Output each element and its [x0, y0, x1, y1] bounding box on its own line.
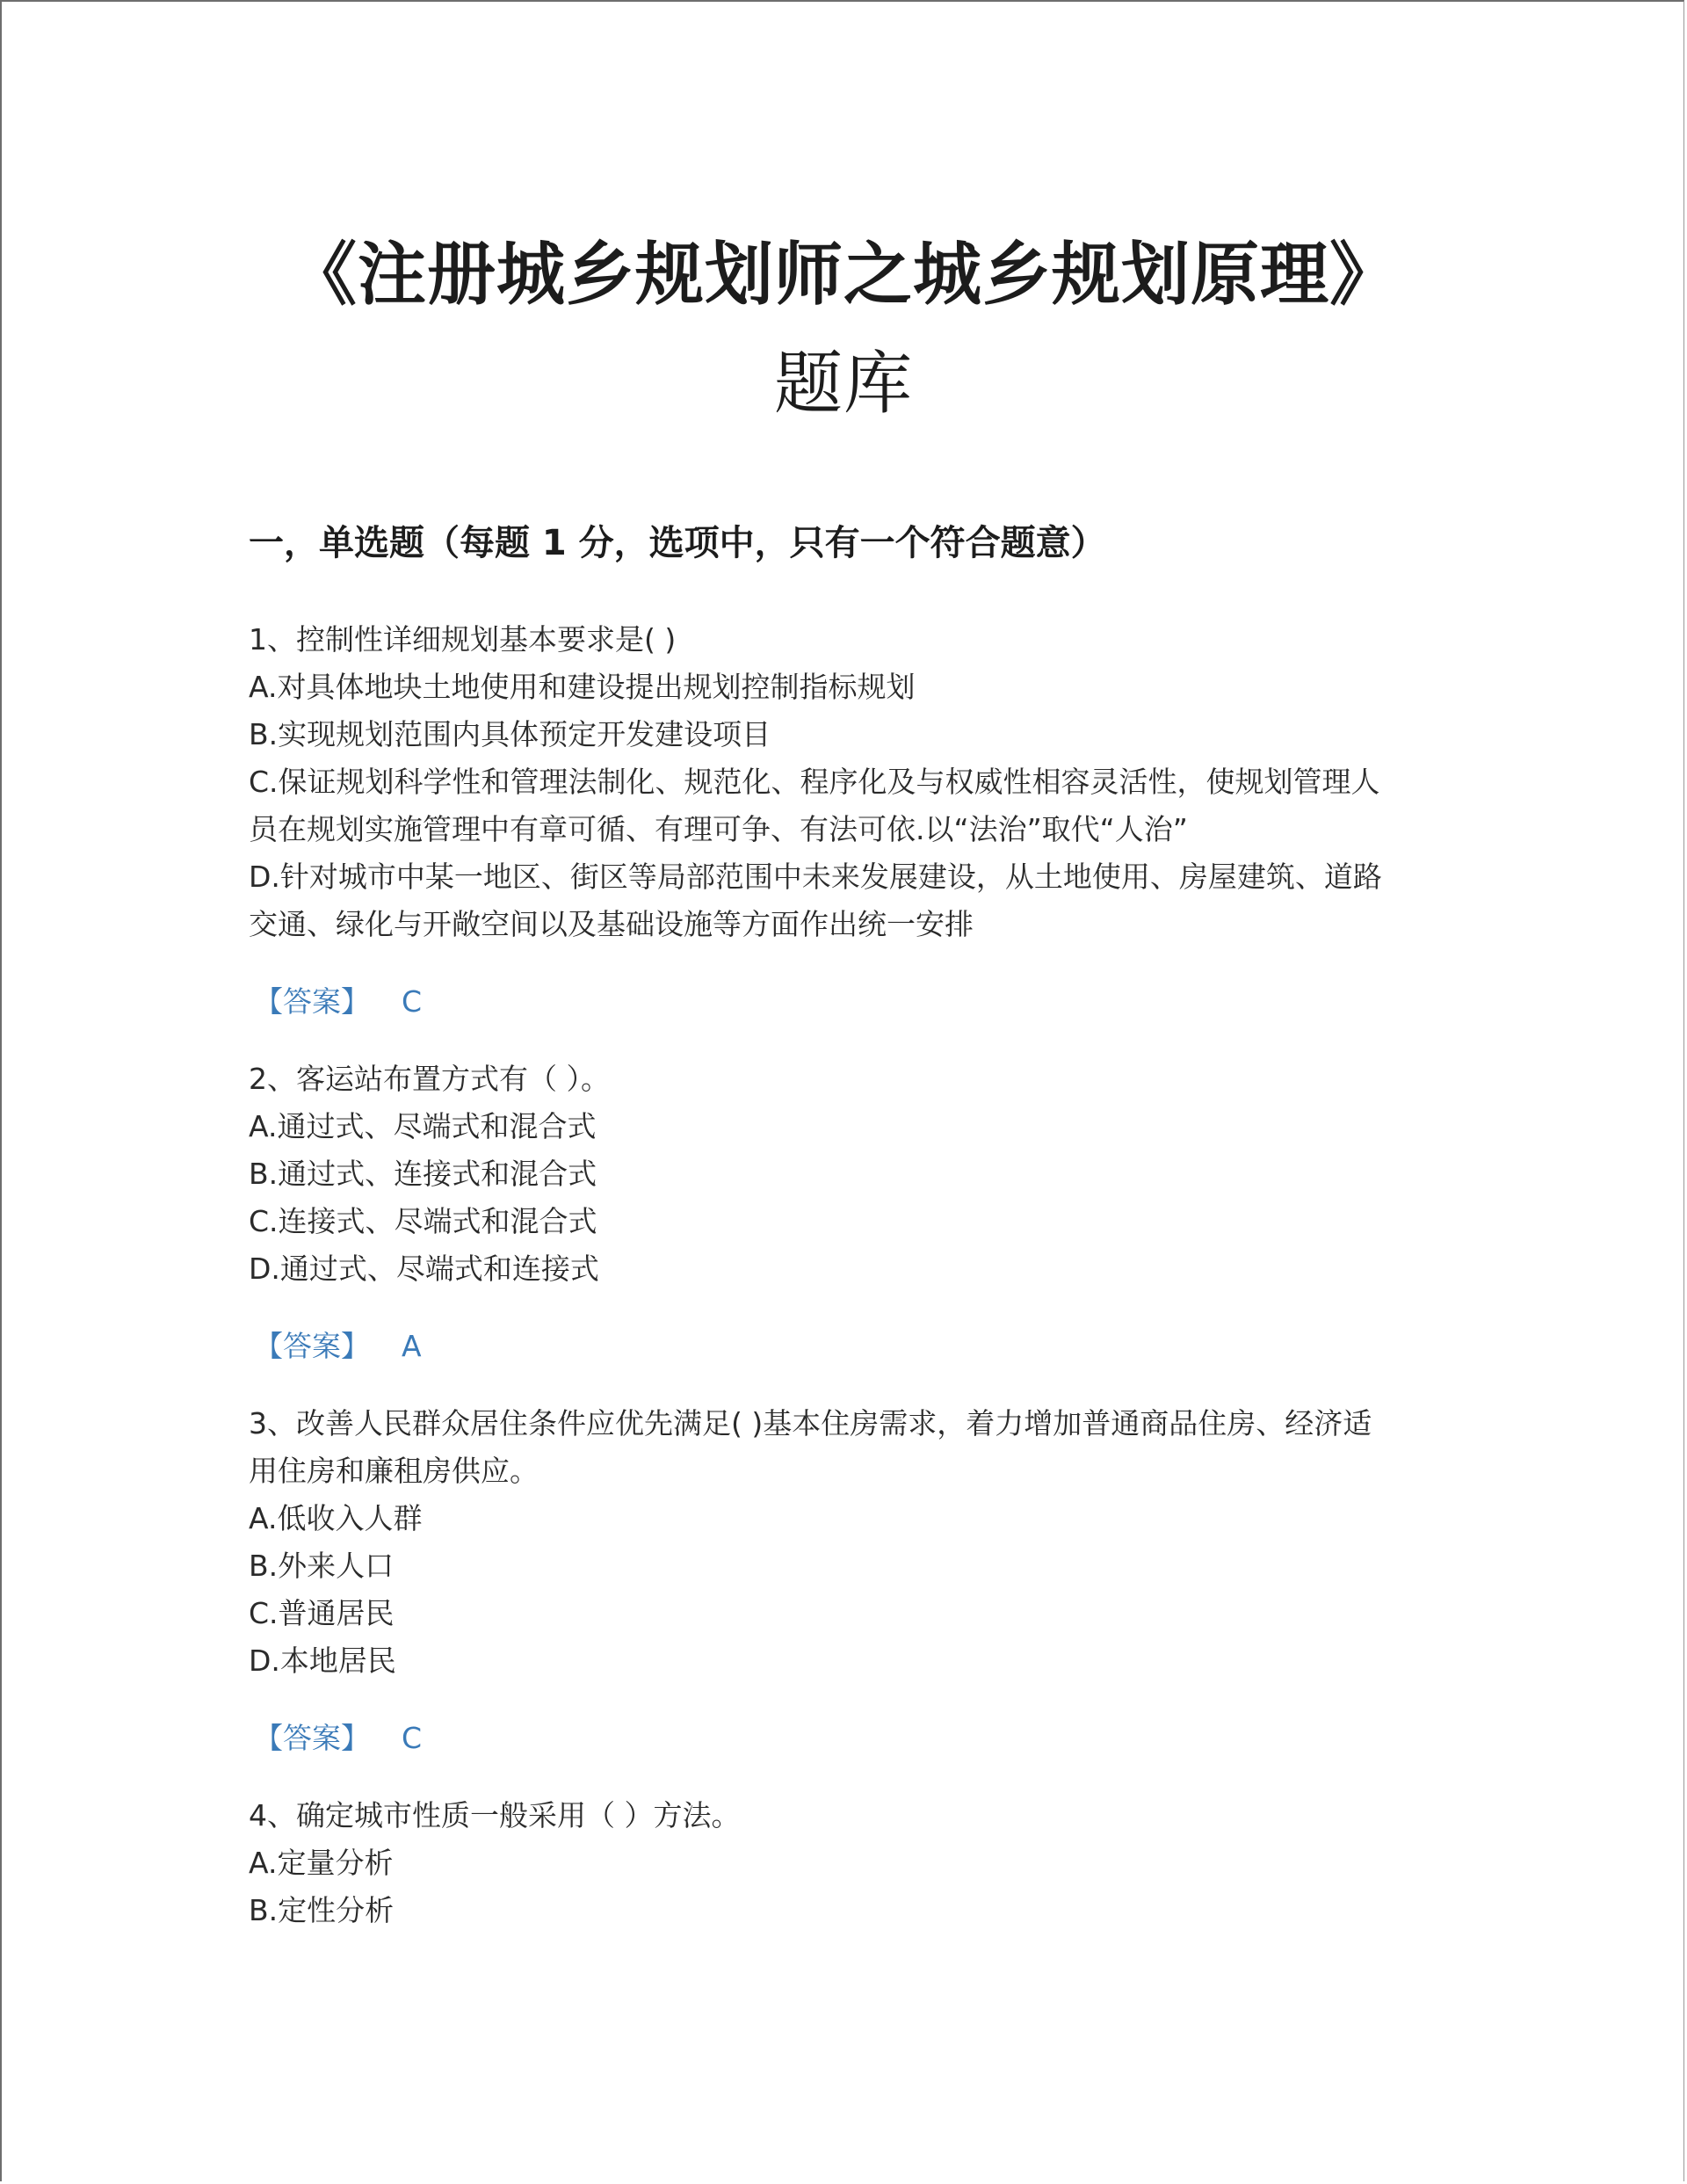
answer-value: C	[402, 1721, 423, 1755]
answer-option-line: D.通过式、尽端式和连接式	[249, 1252, 599, 1286]
question-stem-line: 4、确定城市性质一般采用（ ）方法。	[249, 1798, 741, 1832]
section-heading: 一，单选题（每题 1 分，选项中，只有一个符合题意）	[249, 523, 1106, 563]
answer-value: A	[402, 1329, 422, 1363]
answer-option-line: D.本地居民	[249, 1643, 396, 1678]
question-stem-line: 1、控制性详细规划基本要求是( )	[249, 622, 677, 657]
document-title: 《注册城乡规划师之城乡规划原理》	[287, 236, 1399, 315]
answer-option-line: C.保证规划科学性和管理法制化、规范化、程序化及与权威性相容灵活性，使规划管理人	[249, 765, 1380, 799]
answer-label: 【答案】	[254, 1721, 370, 1755]
answer-option-line: B.定性分析	[249, 1893, 395, 1927]
answer-option-line: B.外来人口	[249, 1549, 395, 1583]
answer-option-line: C.普通居民	[249, 1596, 395, 1630]
question-item	[249, 1792, 1444, 1934]
answer-row	[249, 978, 1444, 1026]
document-subtitle: 题库	[773, 345, 913, 424]
answer-label: 【答案】	[254, 984, 370, 1019]
answer-row	[249, 1323, 1444, 1370]
answer-option-line: 员在规划实施管理中有章可循、有理可争、有法可依.以“法治”取代“人治”	[249, 812, 1188, 846]
answer-option-line: 交通、绿化与开敞空间以及基础设施等方面作出统一安排	[249, 907, 974, 941]
question-item	[249, 1400, 1444, 1685]
answer-value: C	[402, 984, 423, 1019]
question-item	[249, 616, 1444, 948]
answer-option-line: B.通过式、连接式和混合式	[249, 1157, 597, 1191]
answer-option-line: A.通过式、尽端式和混合式	[249, 1109, 597, 1143]
answer-option-line: D.针对城市中某一地区、街区等局部范围中未来发展建设，从土地使用、房屋建筑、道路	[249, 860, 1382, 894]
answer-option-line: A.低收入人群	[249, 1501, 423, 1535]
answer-option-line: A.定量分析	[249, 1846, 394, 1880]
question-stem-line: 3、改善人民群众居住条件应优先满足( )基本住房需求，着力增加普通商品住房、经济适	[249, 1406, 1372, 1440]
answer-option-line: A.对具体地块土地使用和建设提出规划控制指标规划	[249, 670, 916, 704]
question-stem-line: 2、客运站布置方式有（ ）。	[249, 1062, 610, 1096]
answer-label: 【答案】	[254, 1329, 370, 1363]
answer-option-line: C.连接式、尽端式和混合式	[249, 1204, 597, 1238]
question-stem-line: 用住房和廉租房供应。	[249, 1454, 539, 1488]
question-list	[249, 616, 1444, 1934]
answer-option-line: B.实现规划范围内具体预定开发建设项目	[249, 717, 771, 751]
question-item	[249, 1056, 1444, 1293]
answer-row	[249, 1715, 1444, 1762]
